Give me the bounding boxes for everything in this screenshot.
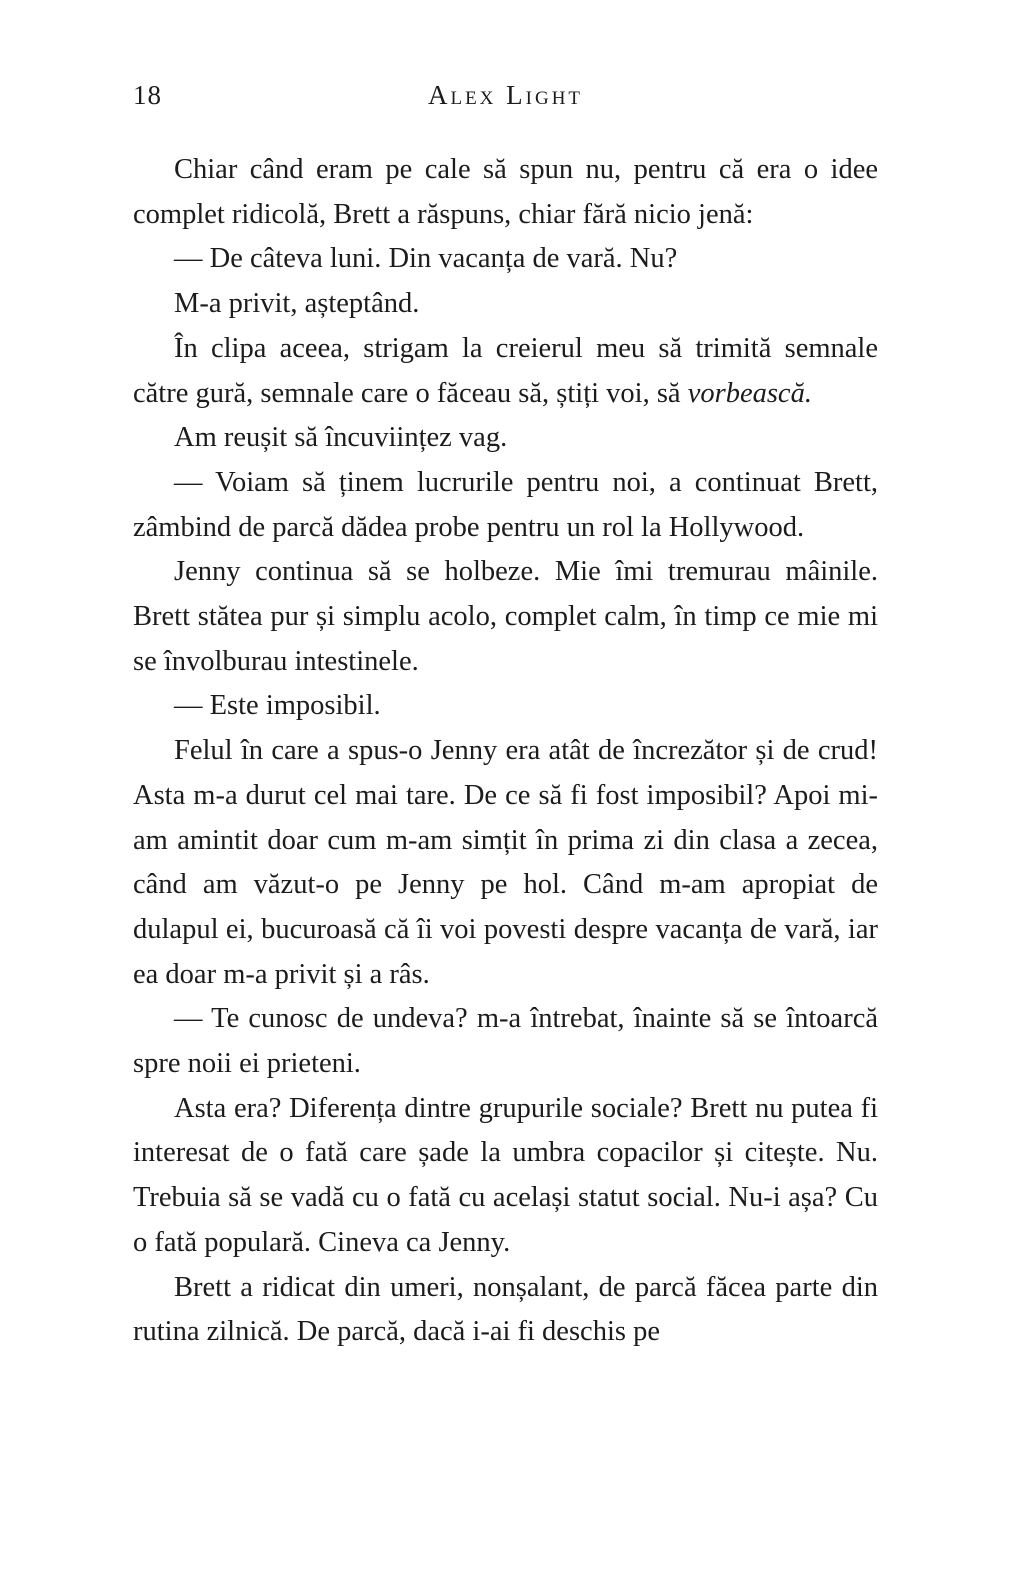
paragraph: Brett a ridicat din umeri, nonșalant, de parcă făcea parte din rutina zilnică. De parcă, dacă i-ai fi deschis pe [133,1271,878,1348]
paragraph-italic-text: vorbească. [687,377,812,409]
paragraph-dialogue: — Voiam să ținem lucrurile pentru noi, a continuat Brett, zâmbind de parcă dădea probe pentru un rol la Hollywood. [133,466,878,543]
paragraph: Felul în care a spus-o Jenny era atât de încrezător și de crud! Asta m-a durut cel mai tare. De ce să fi fost imposibil? Apoi mi-am amintit doar cum m-am simțit în prima zi din clasa a zecea, când am văzut-o pe Jenny pe hol. Când m-am apropiat de dulapul ei, bucuroasă că îi voi povesti despre vacanța de vară, iar ea doar m-a privit și a râs. [133,735,878,990]
paragraph-normal-text: În clipa aceea, strigam la creierul meu să trimită semnale către gură, semnale care o făceau să, știți voi, să [133,332,878,409]
paragraph: Jenny continua să se holbeze. Mie îmi tremurau mâinile. Brett stătea pur și simplu acolo, complet calm, în timp ce mie mi se învolburau intestinele. [133,556,878,677]
page-text [133,148,878,1355]
paragraph: M-a privit, așteptând. [174,288,420,320]
running-header: Alex Light [427,80,584,110]
paragraph: Asta era? Diferența dintre grupurile sociale? Brett nu putea fi interesat de o fată care șade la umbra copacilor și citește. Nu. Trebuia să se vadă cu o fată cu același statut social. Nu-i așa? Cu o fată populară. Cineva ca Jenny. [133,1092,878,1258]
paragraph: Am reușit să încuviințez vag. [174,422,508,454]
paragraph-dialogue: — Te cunosc de undeva? m-a întrebat, înainte să se întoarcă spre noii ei prieteni. [133,1003,878,1080]
page-number: 18 [133,80,162,110]
paragraph-dialogue: — Este imposibil. [174,690,381,722]
paragraph-dialogue: — De câteva luni. Din vacanța de vară. Nu? [174,243,678,275]
paragraph: Chiar când eram pe cale să spun nu, pentru că era o idee complet ridicolă, Brett a răspuns, chiar fără nicio jenă: [133,154,878,230]
paragraph [133,327,878,416]
